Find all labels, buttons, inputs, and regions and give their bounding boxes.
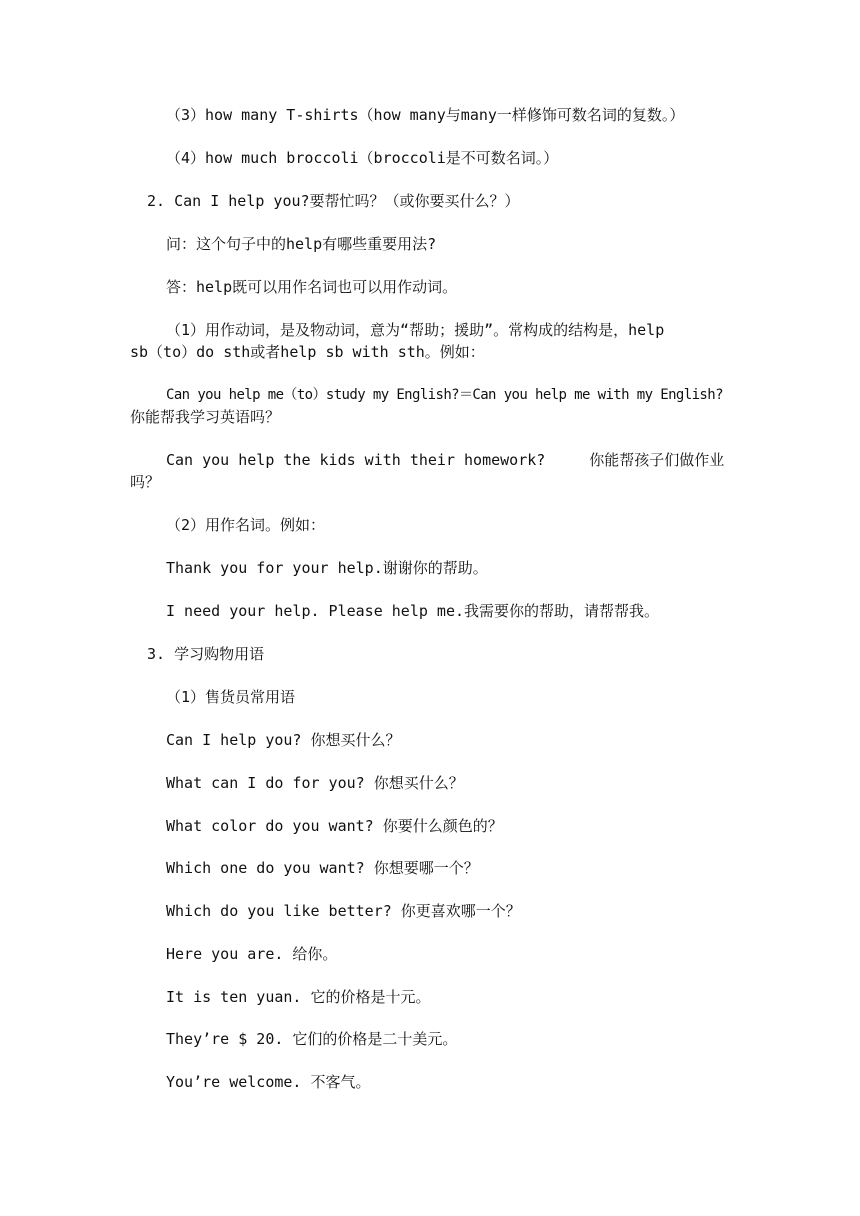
phrase-what-color: What color do you want? 你要什么颜色的？ [166, 817, 503, 835]
phrase-which-better: Which do you like better? 你更喜欢哪一个？ [166, 902, 521, 920]
phrase-what-can-i-do: What can I do for you? 你想买什么？ [166, 774, 464, 792]
phrase-which-one: Which one do you want? 你想要哪一个？ [166, 859, 479, 877]
section-heading-shopping: 3. 学习购物用语 [147, 645, 265, 663]
example-homework-line-2: 吗？ [130, 473, 161, 491]
phrase-you-are-welcome: You’re welcome. 不客气。 [166, 1073, 371, 1091]
section-heading-can-i-help: 2. Can I help you?要帮忙吗？（或你要买什么？） [147, 192, 520, 210]
phrase-can-i-help: Can I help you? 你想买什么？ [166, 731, 401, 749]
example-homework-line-1 [166, 449, 724, 471]
noun-usage-line: （2）用作名词。例如： [166, 516, 326, 534]
answer-line: 答：help既可以用作名词也可以用作动词。 [166, 278, 458, 296]
text-line-many-tshirts: （3）how many T-shirts（how many与many一样修饰可数名词的复数。） [166, 106, 685, 124]
verb-usage-line-2: sb（to）do sth或者help sb with sth。例如： [130, 343, 485, 361]
example-thank-you-line: Thank you for your help.谢谢你的帮助。 [166, 559, 488, 577]
text-line-much-broccoli: （4）how much broccoli（broccoli是不可数名词。） [166, 149, 559, 167]
example-study-english-line-2: 你能帮我学习英语吗？ [130, 408, 281, 426]
question-line: 问：这个句子中的help有哪些重要用法? [166, 235, 437, 253]
example-homework-chinese: 你能帮孩子们做作业 [589, 451, 725, 469]
verb-usage-line-1: （1）用作动词，是及物动词，意为“帮助；援助”。常构成的结构是，help [166, 321, 665, 339]
example-need-help-line: I need your help. Please help me.我需要你的帮助，请帮帮我。 [166, 602, 660, 620]
phrase-ten-yuan: It is ten yuan. 它的价格是十元。 [166, 988, 431, 1006]
subheading-clerk-phrases: （1）售货员常用语 [166, 688, 296, 706]
example-homework-english: Can you help the kids with their homework? [166, 451, 546, 469]
phrase-here-you-are: Here you are. 给你。 [166, 945, 338, 963]
example-study-english-line-1: Can you help me（to）study my English?＝Can you help me with my English? [166, 387, 723, 403]
phrase-twenty-dollars: They’re $ 20. 它们的价格是二十美元。 [166, 1030, 458, 1048]
